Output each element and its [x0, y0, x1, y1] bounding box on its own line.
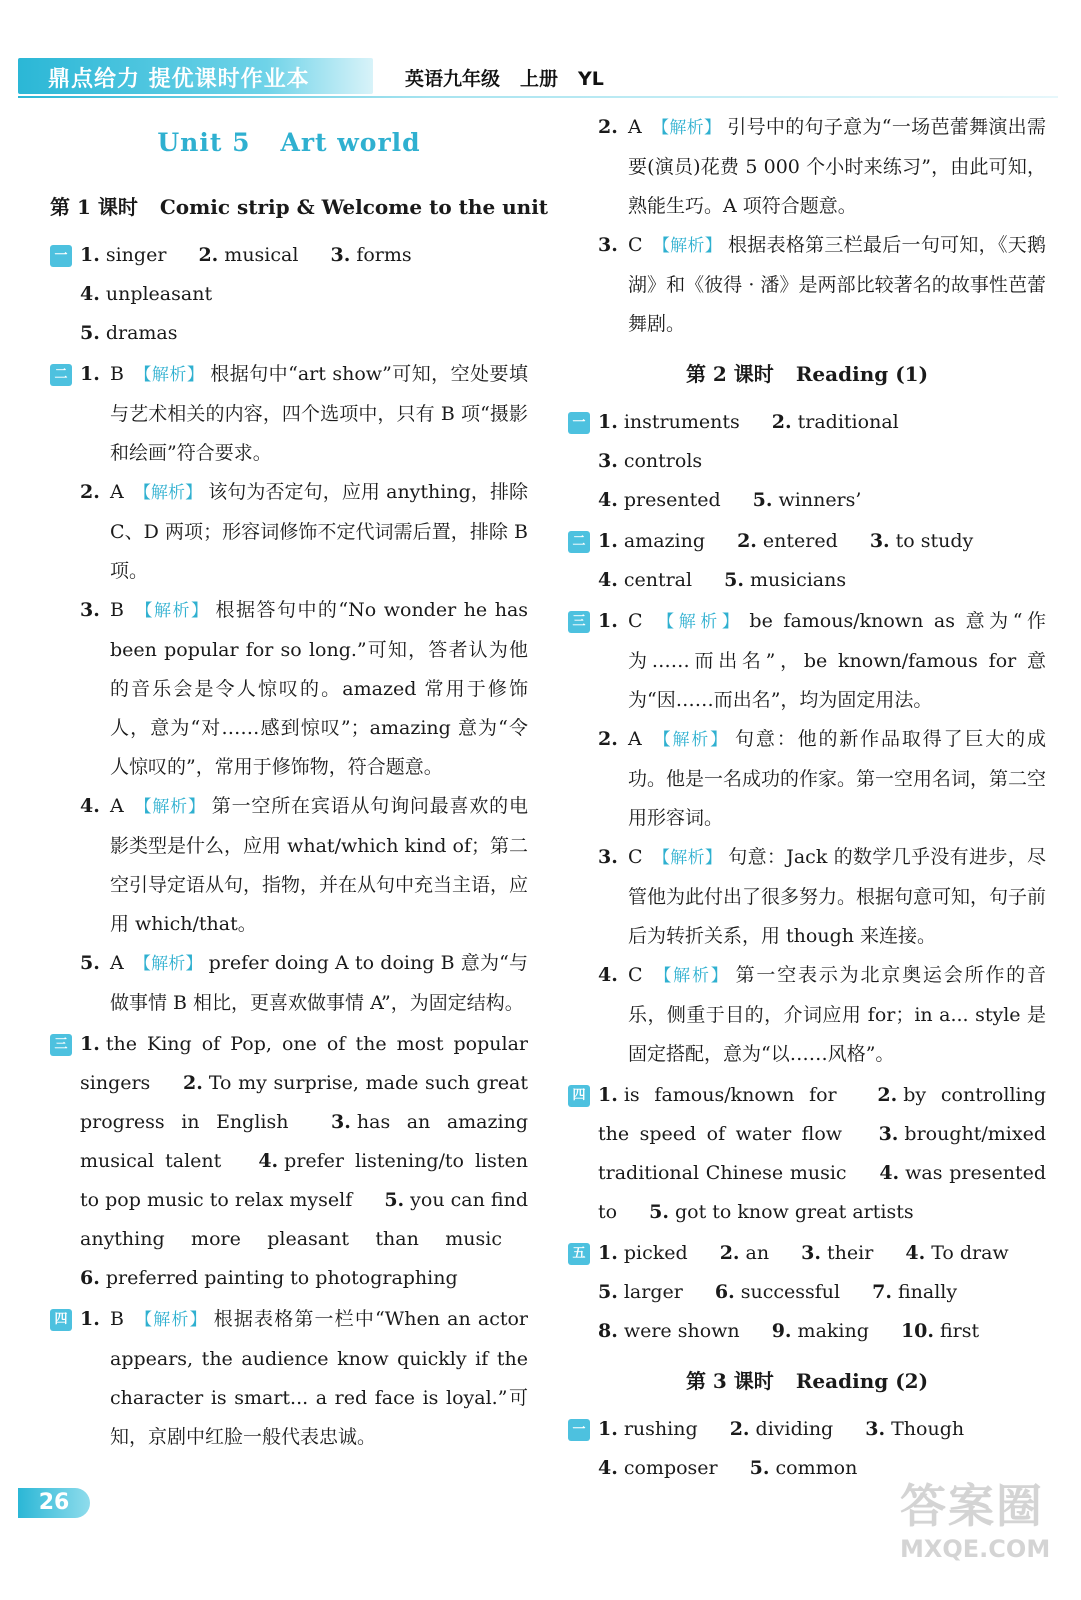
left-column	[50, 108, 549, 1459]
list-item: 2. A【 解析 】 引号中的句子意为“一场芭蕾舞演出需要(演员)花费 5 000 个小时来练习”，由此可知，熟能生巧。A 项符合题意。	[598, 108, 1046, 226]
section-2	[50, 355, 528, 1023]
unit-title	[50, 128, 528, 157]
lesson-3-heading	[568, 1365, 1046, 1394]
book-info	[405, 64, 624, 91]
lesson2-section-3	[568, 602, 1046, 1074]
section-badge: 四	[50, 1309, 72, 1331]
lesson2-section-2: 二 1. amazing 2. entered 3. to study 4. central 5. musicians	[568, 522, 1046, 600]
header-divider	[18, 96, 1058, 98]
list-item: 1. B【 解析 】 根据句中“art show”可知，空处要填与艺术相关的内容，四个选项中，只有 B 项“摄影和绘画”符合要求。	[80, 355, 528, 473]
edition: YL	[578, 68, 604, 90]
section-badge: 二	[50, 364, 72, 386]
unit-name: Art world	[280, 128, 421, 157]
lesson-1-heading	[50, 191, 549, 220]
section-badge: 二	[568, 531, 590, 553]
list-item: 2. A【 解析 】 该句为否定句，应用 anything，排除 C、D 两项；形容词修饰不定代词需后置，排除 B 项。	[80, 473, 528, 591]
lesson2-section-5: 五 1. picked 2. an 3. their 4. To draw 5. larger 6. successful 7. finally 8. were shown 9. making 10. first	[568, 1234, 1046, 1351]
section-badge: 三	[568, 611, 590, 633]
lesson-label: 第 1 课时	[50, 195, 138, 219]
section-1: 一 1. singer 2. musical 3. forms 4. unpleasant 5. dramas	[50, 236, 528, 353]
lesson2-section-4: 四 1. is famous/known for 2. by controlling the speed of water flow 3. brought/mixed traditional Chinese music 4. was presented to 5. got to know great artists	[568, 1076, 1046, 1232]
list-item: 1. B【 解析 】 根据表格第一栏中“When an actor appears, the audience know quickly if the character is smart... a red face is loyal.”可知，京剧中红脸一般代表忠诚。	[80, 1300, 528, 1457]
section-badge: 一	[568, 1419, 590, 1441]
unit-number: Unit 5	[157, 128, 251, 157]
watermark-url: MXQE.COM	[900, 1535, 1051, 1563]
header-band	[18, 58, 373, 94]
lesson-title: Comic strip & Welcome to the unit	[159, 195, 549, 219]
section-badge: 三	[50, 1034, 72, 1056]
section-badge: 五	[568, 1243, 590, 1265]
list-item: 3. B【 解析 】 根据答句中的“No wonder he has been popular for so long.”可知，答者认为他的音乐会是令人惊叹的。amazed 常用于修饰人，意为“对……感到惊叹”；amazing 意为“令人惊叹的”，常用于修饰物，符合题意。	[80, 591, 528, 787]
subject: 英语九年级	[405, 68, 501, 90]
list-item: 4. C【 解析 】 第一空表示为北京奥运会所作的音乐，侧重于目的，介词应用 for；in a... style 是固定搭配，意为“以……风格”。	[598, 956, 1046, 1074]
list-item: 4. A【 解析 】 第一空所在宾语从句询问最喜欢的电影类型是什么，应用 what/which kind of；第二空引导定语从句，指物，并在从句中充当主语，应用 which/that。	[80, 787, 528, 944]
section-badge: 一	[568, 412, 590, 434]
list-item: 2. A【 解析 】 句意：他的新作品取得了巨大的成功。他是一名成功的作家。第一空用名词，第二空用形容词。	[598, 720, 1046, 838]
list-item: 5. A【 解析 】 prefer doing A to doing B 意为“与做事情 B 相比，更喜欢做事情 A”，为固定结构。	[80, 944, 528, 1023]
list-item: 3. C【 解析 】 根据表格第三栏最后一句可知，《天鹅湖》和《彼得 · 潘》是两部比较著名的故事性芭蕾舞剧。	[598, 226, 1046, 344]
list-item: 3. C【 解析 】 句意：Jack 的数学几乎没有进步，尽管他为此付出了很多努力。根据句意可知，句子前后为转折关系，用 though 来连接。	[598, 838, 1046, 956]
section-badge: 四	[568, 1085, 590, 1107]
list-item: 1. C【 解析 】 be famous/known as 意为“作为……而出名”，be known/famous for 意为“因……而出名”，均为固定用法。	[598, 602, 1046, 720]
watermark-text: 答案圈	[900, 1479, 1044, 1533]
lesson-label: 第 2 课时	[685, 362, 774, 386]
watermark	[900, 1478, 1060, 1578]
book-brand: 鼎点给力 提优课时作业本	[48, 67, 310, 92]
lesson3-section-1: 一 1. rushing 2. dividing 3. Though 4. composer 5. common	[568, 1410, 1046, 1488]
section-4-continued	[568, 108, 1046, 344]
page-number: 26	[18, 1488, 90, 1518]
lesson2-section-1: 一 1. instruments 2. traditional 3. controls 4. presented 5. winners’	[568, 403, 1046, 520]
lesson-2-heading	[568, 358, 1046, 387]
section-4	[50, 1300, 528, 1457]
section-badge: 一	[50, 245, 72, 267]
section-3: 三 1. the King of Pop, one of the most popular singers 2. To my surprise, made such great progress in English 3. has an amazing musical talent 4. prefer listening/to listen to pop music to relax myself 5. you can find anything more pleasant than music 6. preferred painting to photographing	[50, 1025, 528, 1298]
lesson-title: Reading (1)	[795, 362, 929, 386]
right-column	[568, 108, 1046, 1490]
lesson-label: 第 3 课时	[685, 1369, 774, 1393]
lesson-title: Reading (2)	[795, 1369, 929, 1393]
page-header	[0, 58, 1081, 98]
volume: 上册	[520, 68, 559, 90]
